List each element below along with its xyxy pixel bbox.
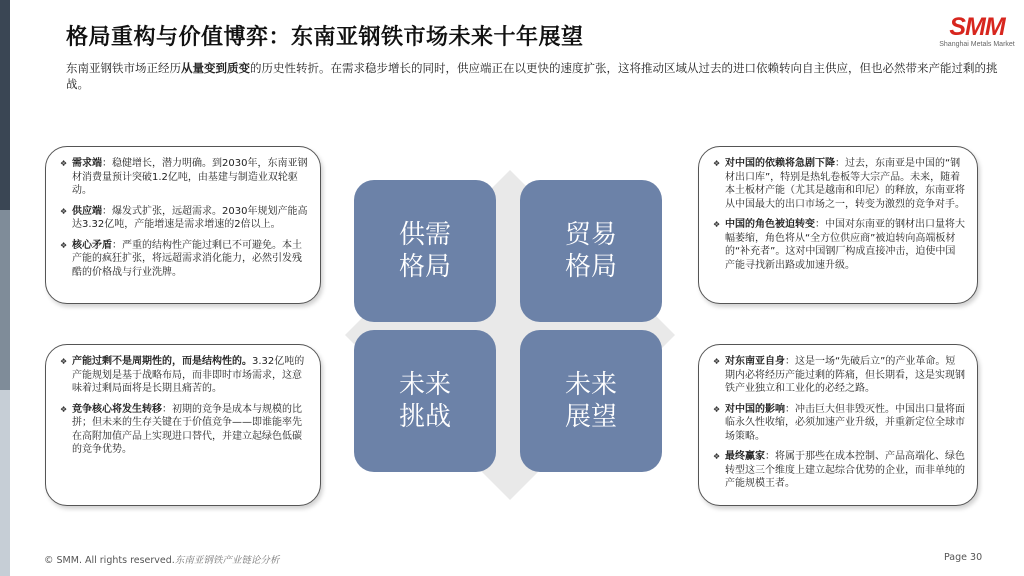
diamond-bullet-icon: ❖ (713, 357, 721, 366)
diamond-bullet-icon: ❖ (60, 404, 68, 414)
list-item: ❖ 需求端：稳健增长，潜力明确。到2030年，东南亚钢材消费量预计突破1.2亿吨，由基建与制造业双轮驱动。 (60, 158, 308, 196)
list-item: ❖ 最终赢家：将属于那些在成本控制、产品高端化、绿色转型这三个维度上建立起综合优势的企业，而非单纯的产能规模王者。 (713, 451, 965, 489)
intro-highlight: 从量变到质变 (181, 61, 250, 75)
list-item: ❖ 核心矛盾：严重的结构性产能过剩已不可避免。本土产能的疯狂扩张，将远超需求消化能力，必然引发残酷的价格战与行业洗牌。 (60, 239, 302, 278)
card-future-challenges (45, 344, 321, 506)
intro-text-1: 东南亚钢铁市场正经历 (66, 61, 181, 75)
card-supply-demand (45, 146, 321, 304)
page-title: 格局重构与价值博弈：东南亚钢铁市场未来十年展望 (66, 25, 584, 50)
tile-trade-pattern: 贸易 格局 (520, 180, 662, 322)
intro-paragraph (66, 60, 1006, 92)
smm-logo (932, 14, 1022, 49)
card-future-outlook (698, 344, 978, 506)
list-item: ❖ 中国的角色被迫转变：中国对东南亚的钢材出口量将大幅萎缩，角色将从“全方位供应商”被迫转向高端板材的“补充者”。这对中国钢厂构成直接冲击，迫使中国产能寻找新出路或加速升级。 (713, 219, 965, 271)
diamond-bullet-icon: ❖ (60, 240, 68, 250)
diamond-bullet-icon: ❖ (713, 159, 721, 168)
diamond-bullet-icon: ❖ (713, 220, 721, 229)
list-item: ❖ 对中国的依赖将急剧下降：过去，东南亚是中国的“钢材出口库”，特别是热轧卷板等大宗产品。未来，随着本土板材产能（尤其是越南和印尼）的释放，东南亚将从中国最大的出口市场之一，转变为激烈的竞争对手。 (713, 158, 965, 210)
footer-series: 东南亚钢铁产业链论分析 (174, 555, 280, 566)
diamond-bullet-icon: ❖ (60, 206, 68, 216)
card-trade-pattern (698, 146, 978, 304)
page-number: Page 30 (944, 552, 983, 563)
logo-subtitle: Shanghai Metals Market (939, 41, 1015, 48)
list-item: ❖ 对中国的影响：冲击巨大但非毁灭性。中国出口量将面临永久性收缩，必须加速产业升级，并重新定位全球市场策略。 (713, 403, 965, 442)
list-item: ❖ 产能过剩不是周期性的，而是结构性的。3.32亿吨的产能规划是基于战略布局，而非即时市场需求，这意味着过剩局面将是长期且痛苦的。 (60, 356, 305, 394)
intro-text-2: 的历史性转折。在需求稳步增长的同时，供应端正在以更快的速度扩张，这将推动区域从过去的进口依赖转向自主供应，但也必然带来产能过剩的挑战。 (66, 61, 998, 91)
list-item: ❖ 对东南亚自身：这是一场“先破后立”的产业革命。短期内必将经历产能过剩的阵痛，但长期看，这是实现钢铁产业独立和工业化的必经之路。 (713, 356, 965, 394)
list-item: ❖ 竞争核心将发生转移：初期的竞争是成本与规模的比拼；但未来的生存关键在于价值竞争——即谁能率先在高附加值产品上实现进口替代，并建立起绿色低碳的竞争优势。 (60, 403, 302, 455)
diamond-bullet-icon: ❖ (60, 159, 68, 168)
left-accent-bar (0, 0, 10, 576)
tile-future-outlook: 未来 展望 (520, 330, 662, 472)
tile-future-challenges: 未来 挑战 (354, 330, 496, 472)
list-item: ❖ 供应端：爆发式扩张，远超需求。2030年规划产能高达3.32亿吨，产能增速是需求增速的2倍以上。 (60, 205, 308, 230)
diamond-bullet-icon: ❖ (713, 404, 721, 414)
logo-mark: SMM (949, 13, 1005, 41)
tile-supply-demand: 供需 格局 (354, 180, 496, 322)
diamond-bullet-icon: ❖ (713, 452, 721, 461)
diamond-bullet-icon: ❖ (60, 357, 68, 366)
footer-copyright: © SMM. All rights reserved.东南亚钢铁产业链论分析 (44, 555, 280, 566)
